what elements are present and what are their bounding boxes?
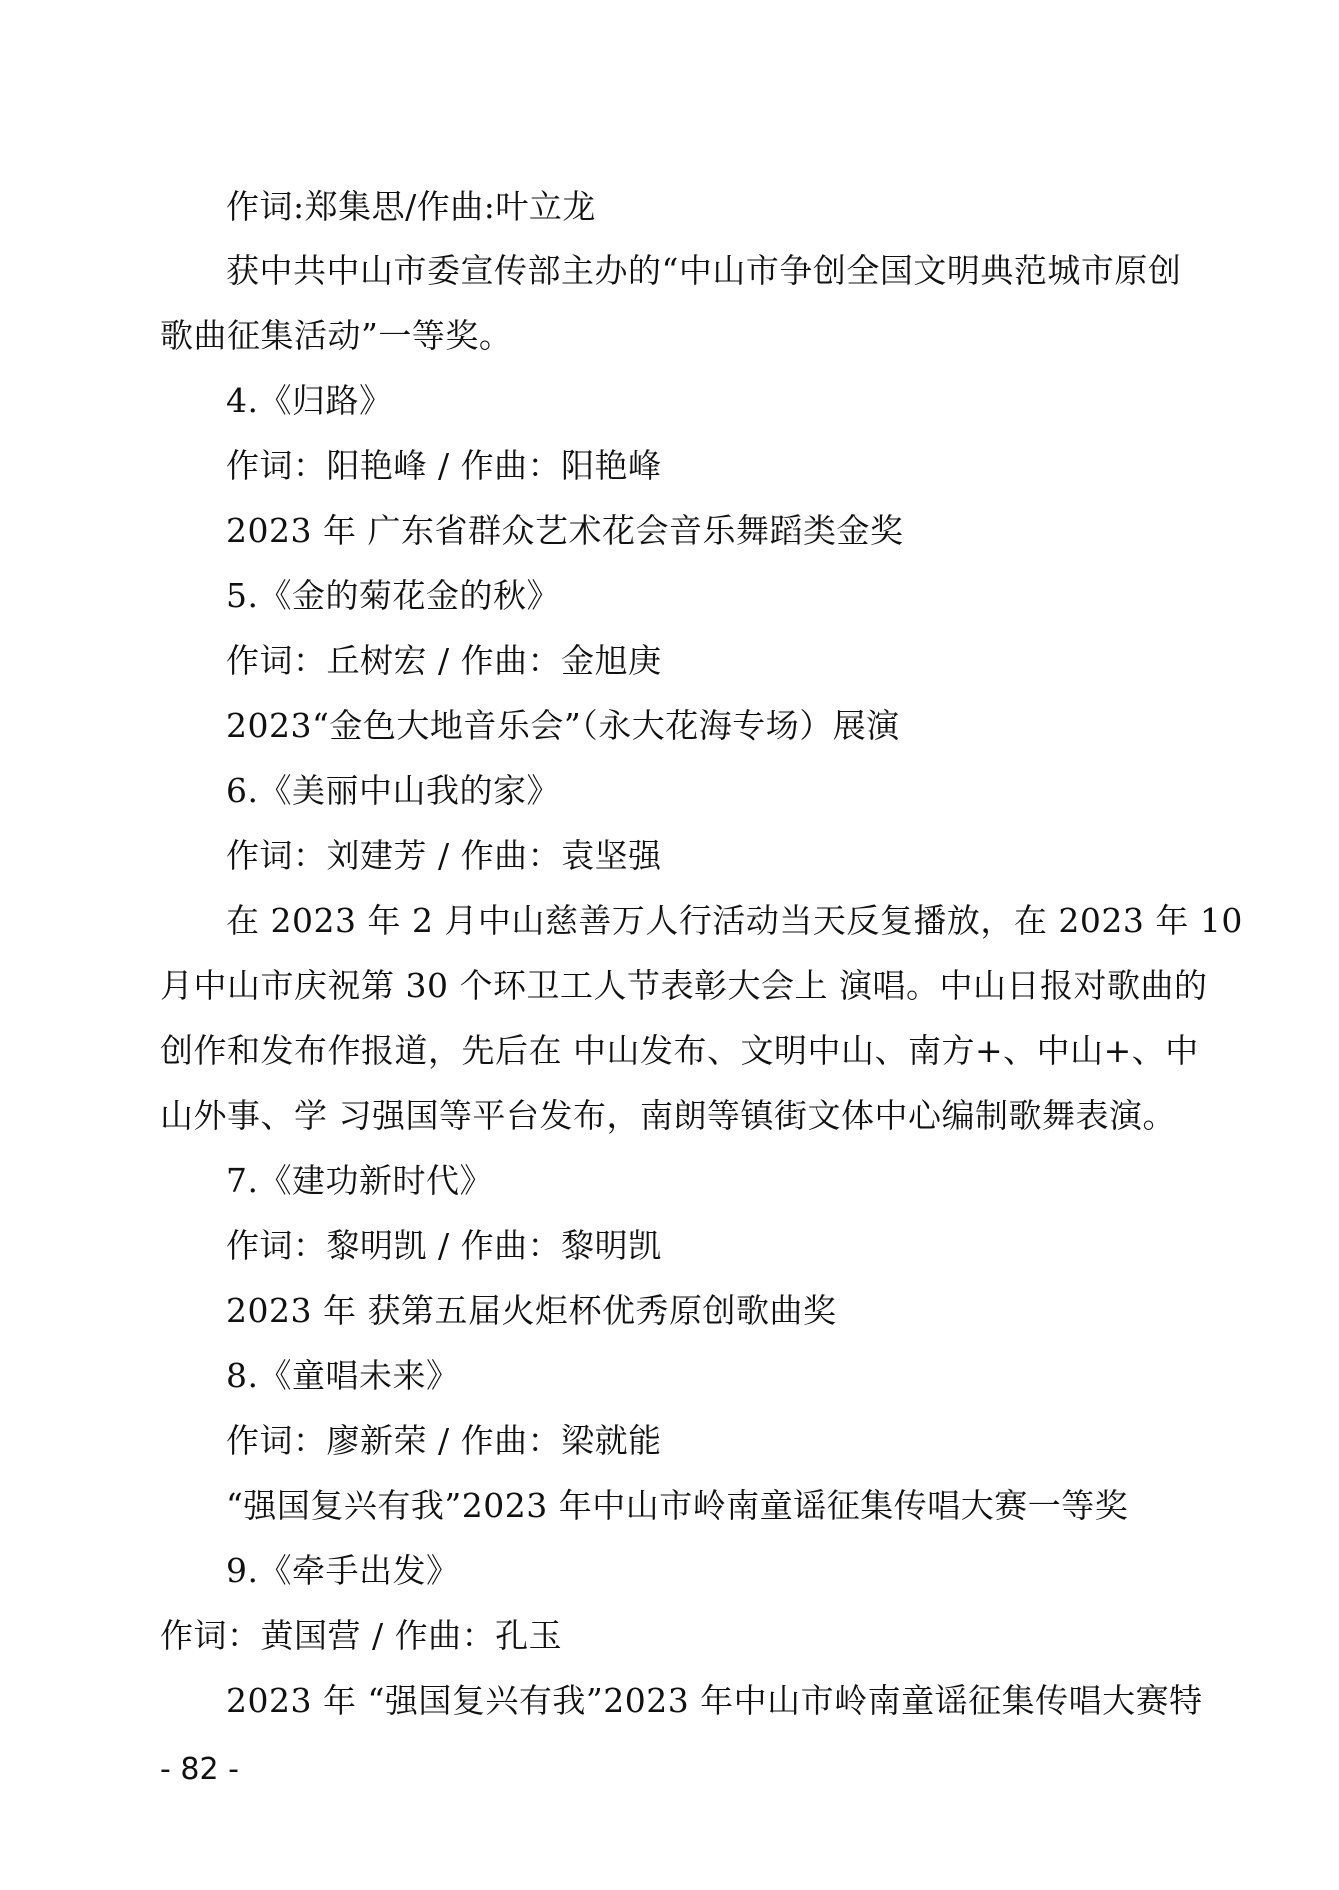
- song6-description-line2: 月中山市庆祝第 30 个环卫工人节表彰大会上 演唱。中山日报对歌曲的: [160, 966, 1208, 1005]
- song9-award: 2023 年 “强国复兴有我”2023 年中山市岭南童谣征集传唱大赛特: [226, 1681, 1203, 1720]
- song4-title: 4.《归路》: [226, 381, 393, 420]
- song7-title: 7.《建功新时代》: [226, 1161, 493, 1200]
- song4-award: 2023 年 广东省群众艺术花会音乐舞蹈类金奖: [226, 511, 904, 550]
- song8-title: 8.《童唱未来》: [226, 1356, 460, 1395]
- song5-credits: 作词：丘树宏 / 作曲：金旭庚: [226, 641, 662, 680]
- song7-award: 2023 年 获第五届火炬杯优秀原创歌曲奖: [226, 1291, 837, 1330]
- song6-description-line3: 创作和发布作报道，先后在 中山发布、文明中山、南方+、中山+、中: [160, 1031, 1199, 1070]
- song5-title: 5.《金的菊花金的秋》: [226, 576, 560, 615]
- song3-credits: 作词:郑集思/作曲:叶立龙: [226, 187, 596, 226]
- song5-award: 2023“金色大地音乐会”（永大花海专场）展演: [226, 706, 900, 745]
- song7-credits: 作词：黎明凯 / 作曲：黎明凯: [226, 1226, 662, 1265]
- song6-credits: 作词：刘建芳 / 作曲：袁坚强: [226, 836, 662, 875]
- song3-award-line1: 获中共中山市委宣传部主办的“中山市争创全国文明典范城市原创: [226, 251, 1182, 290]
- song3-award-line2: 歌曲征集活动”一等奖。: [160, 316, 513, 355]
- song6-description-line4: 山外事、学 习强国等平台发布，南朗等镇街文体中心编制歌舞表演。: [160, 1096, 1176, 1135]
- song8-credits: 作词：廖新荣 / 作曲：梁就能: [226, 1421, 662, 1460]
- song9-credits: 作词：黄国营 / 作曲：孔玉: [160, 1616, 563, 1655]
- song6-title: 6.《美丽中山我的家》: [226, 771, 560, 810]
- page-number: - 82 -: [160, 1752, 239, 1787]
- song4-credits: 作词：阳艳峰 / 作曲：阳艳峰: [226, 446, 662, 485]
- song8-award: “强国复兴有我”2023 年中山市岭南童谣征集传唱大赛一等奖: [226, 1486, 1129, 1525]
- song9-title: 9.《牵手出发》: [226, 1551, 460, 1590]
- song6-description-line1: 在 2023 年 2 月中山慈善万人行活动当天反复播放，在 2023 年 10: [226, 901, 1243, 940]
